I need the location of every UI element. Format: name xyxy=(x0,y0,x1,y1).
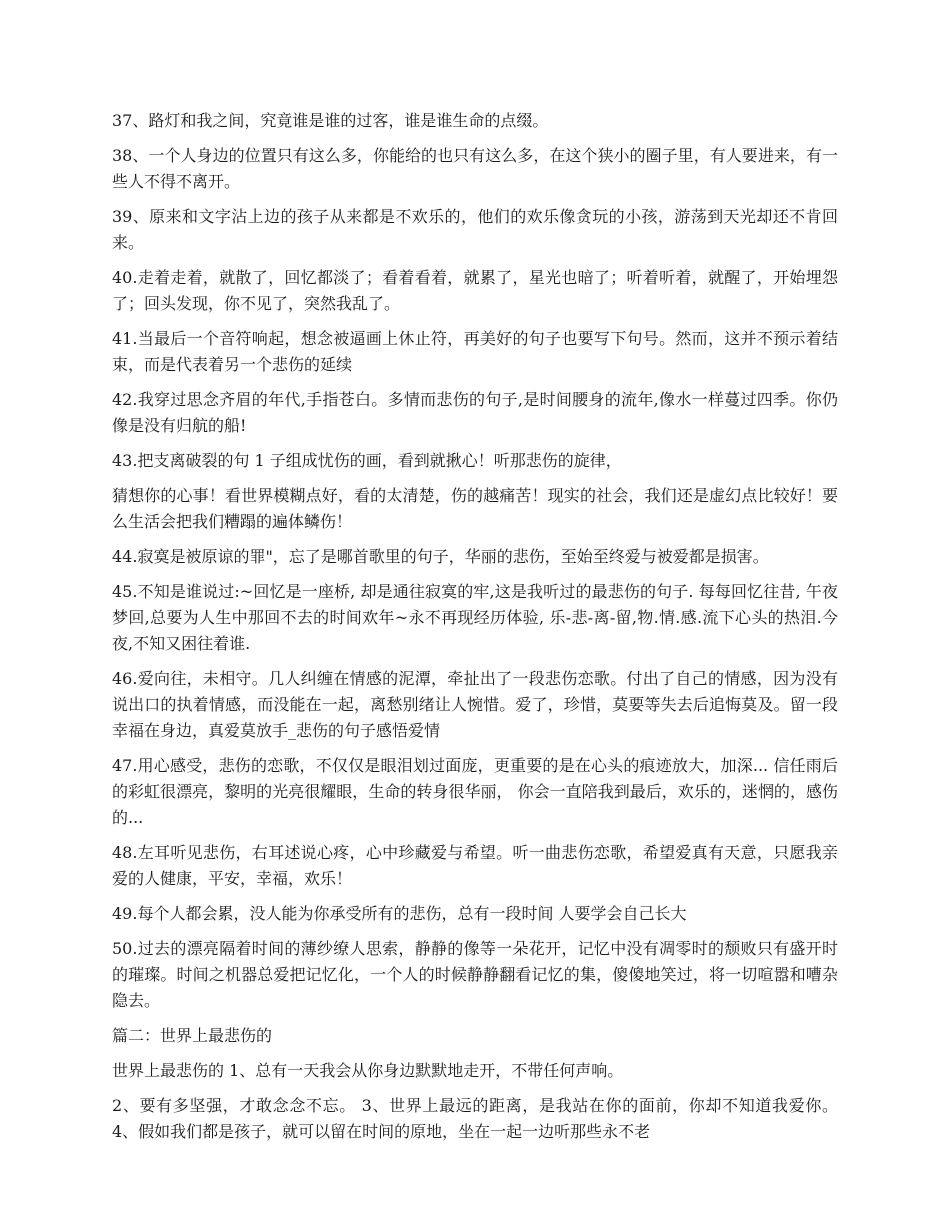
paragraph-40: 40.走着走着，就散了，回忆都淡了；看着看着，就累了，星光也暗了；听着听着，就醒了，开始埋怨了；回头发现，你不见了，突然我乱了。 xyxy=(112,268,838,313)
paragraph-49: 49.每个人都会累，没人能为你承受所有的悲伤，总有一段时间 人要学会自己长大 xyxy=(112,904,687,923)
paragraph-46: 46.爱向往，未相守。几人纠缠在情感的泥潭，牵扯出了一段悲伤恋歌。付出了自己的情感，因为没有说出口的执着情感，而没能在一起，离愁别绪让人惋惜。爱了，珍惜，莫要等失去后追悔莫及。留一段幸福在身边，真爱莫放手_悲伤的句子感悟爱情 xyxy=(112,669,838,740)
paragraph-43-continued: 猜想你的心事！看世界模糊点好，看的太清楚，伤的越痛苦！现实的社会，我们还是虚幻点比较好！要么生活会把我们糟蹋的遍体鳞伤！ xyxy=(112,486,838,531)
paragraph-37: 37、路灯和我之间，究竟谁是谁的过客，谁是谁生命的点缀。 xyxy=(112,111,549,130)
paragraph-section2-2: 2、要有多坚强，才敢念念不忘。 3、世界上最远的距离，是我站在你的面前，你却不知道我爱你。 4、假如我们都是孩子，就可以留在时间的原地，坐在一起一边听那些永不老 xyxy=(112,1096,838,1141)
paragraph-50: 50.过去的漂亮隔着时间的薄纱缭人思索，静静的像等一朵花开，记忆中没有凋零时的颓败只有盛开时的璀璨。时间之机器总爱把记忆化，一个人的时候静静翻看记忆的集，傻傻地笑过，将一切喧嚣和嘈杂隐去。 xyxy=(112,939,838,1010)
paragraph-39: 39、原来和文字沾上边的孩子从来都是不欢乐的，他们的欢乐像贪玩的小孩，游荡到天光却还不肯回来。 xyxy=(112,207,838,252)
paragraph-45: 45.不知是谁说过:~回忆是一座桥, 却是通往寂寞的牢,这是我听过的最悲伤的句子. 每每回忆往昔, 午夜梦回,总要为人生中那回不去的时间欢年~永不再现经历体验, 乐-悲-离-留,物.情.感.流下心头的热泪.今夜,不知又困往着谁. xyxy=(112,582,838,653)
paragraph-44: 44.寂寞是被原谅的罪"，忘了是哪首歌里的句子，华丽的悲伤，至始至终爱与被爱都是损害。 xyxy=(112,547,769,566)
paragraph-43: 43.把支离破裂的句 1 子组成忧伤的画，看到就揪心！听那悲伤的旋律， xyxy=(112,451,622,470)
paragraph-48: 48.左耳听见悲伤，右耳述说心疼，心中珍藏爱与希望。听一曲悲伤恋歌，希望爱真有天意，只愿我亲爱的人健康，平安，幸福，欢乐！ xyxy=(112,843,838,888)
paragraph-47: 47.用心感受，悲伤的恋歌，不仅仅是眼泪划过面庞，更重要的是在心头的痕迹放大，加深... 信任雨后的彩虹很漂亮，黎明的光亮很耀眼，生命的转身很华丽， 你会一直陪我到最后，欢乐的，迷惘的，感伤的... xyxy=(112,756,838,827)
section-heading: 篇二：世界上最悲伤的 xyxy=(112,1026,273,1045)
document-body xyxy=(112,108,838,1154)
paragraph-42: 42.我穿过思念齐眉的年代,手指苍白。多情而悲伤的句子,是时间腰身的流年,像水一样蔓过四季。你仍像是没有归航的船! xyxy=(112,390,838,435)
paragraph-41: 41.当最后一个音符响起，想念被逼画上休止符，再美好的句子也要写下句号。然而，这并不预示着结束，而是代表着另一个悲伤的延续 xyxy=(112,329,838,374)
paragraph-section2-1: 世界上最悲伤的 1、总有一天我会从你身边默默地走开，不带任何声响。 xyxy=(112,1061,624,1080)
paragraph-38: 38、一个人身边的位置只有这么多，你能给的也只有这么多，在这个狭小的圈子里，有人要进来，有一些人不得不离开。 xyxy=(112,146,838,191)
